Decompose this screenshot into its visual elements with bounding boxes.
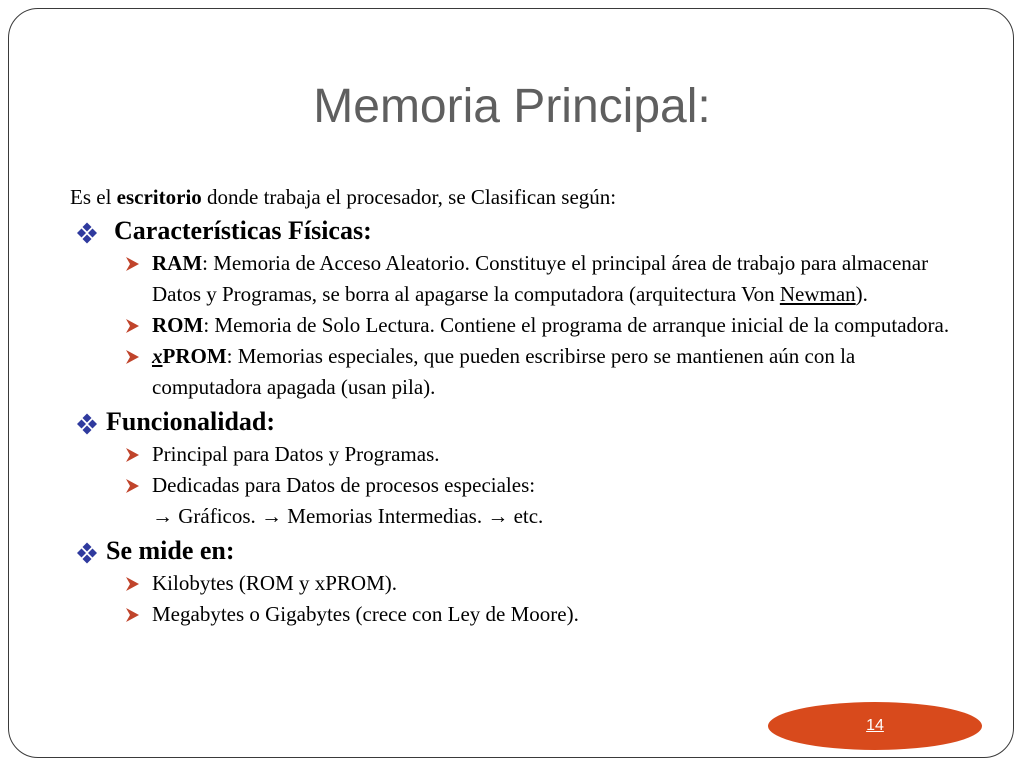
arrow-right-icon — [124, 349, 140, 365]
section-heading: Funcionalidad: — [106, 407, 276, 436]
item-text: Megabytes o Gigabytes (crece con Ley de Moore). — [152, 602, 579, 626]
ram-tail: ). — [855, 282, 868, 306]
item-text: Kilobytes (ROM y xPROM). — [152, 571, 398, 595]
list-item — [124, 599, 970, 630]
xprom-text: : Memorias especiales, que pueden escribirse pero se mantienen aún con la computadora apagada (usan pila). — [152, 344, 856, 399]
item-text: Principal para Datos y Programas. — [152, 442, 440, 466]
slide-title: Memoria Principal: — [313, 80, 711, 133]
list-item-xprom — [124, 341, 970, 403]
term-rom: ROM — [152, 313, 204, 337]
term-xprom: PROM — [162, 344, 227, 368]
page-number-badge — [768, 702, 982, 750]
arrow-right-icon — [124, 576, 140, 592]
list-item-rom — [124, 310, 970, 341]
arrow-right-icon — [124, 318, 140, 334]
four-diamond-icon — [72, 222, 102, 244]
term-ram: RAM — [152, 251, 203, 275]
item-text: → Gráficos. → Memorias Intermedias. → etc. — [152, 504, 544, 528]
list-item — [124, 568, 970, 599]
section-se-mide-en — [70, 534, 970, 568]
section-funcionalidad — [70, 405, 970, 439]
list-item-continuation — [124, 501, 970, 532]
list-item — [124, 439, 970, 470]
slide-content — [70, 182, 970, 630]
section-heading: Características Físicas: — [114, 216, 372, 245]
intro-bold: escritorio — [116, 185, 202, 209]
arrow-right-icon — [124, 478, 140, 494]
newman-link[interactable]: Newman — [779, 282, 856, 306]
term-xprom-prefix: x — [152, 344, 163, 368]
section-caracteristicas — [70, 214, 970, 248]
list-item — [124, 470, 970, 501]
item-text: Dedicadas para Datos de procesos especiales: — [152, 473, 536, 497]
rom-text: : Memoria de Solo Lectura. Contiene el programa de arranque inicial de la computadora. — [203, 313, 950, 337]
arrow-right-icon — [124, 607, 140, 623]
arrow-right-icon — [124, 256, 140, 272]
ram-text: : Memoria de Acceso Aleatorio. Constituye el principal área de trabajo para almacenar Datos y Programas, se borra al apagarse la computadora (arquitectura Von — [152, 251, 929, 306]
arrow-right-icon — [124, 447, 140, 463]
four-diamond-icon — [72, 542, 102, 564]
intro-post: donde trabaja el procesador, se Clasifican según: — [201, 185, 617, 209]
page-number[interactable]: 14 — [866, 717, 884, 734]
section-heading: Se mide en: — [106, 536, 235, 565]
intro-pre: Es el — [70, 185, 117, 209]
list-item-ram — [124, 248, 970, 310]
intro-line — [70, 182, 970, 212]
four-diamond-icon — [72, 413, 102, 435]
